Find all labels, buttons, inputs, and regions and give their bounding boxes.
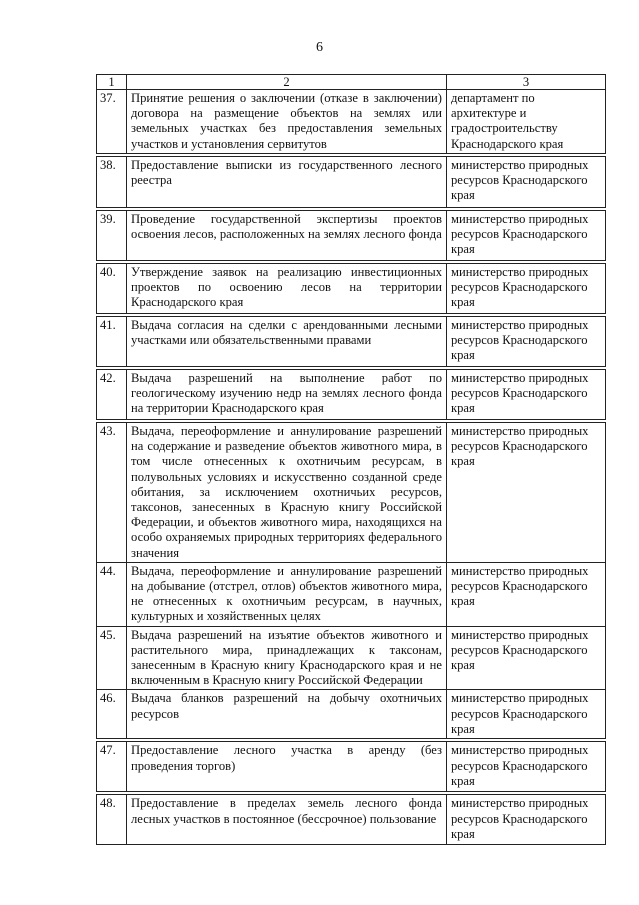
- table-row: [97, 795, 606, 845]
- page-number: 6: [316, 40, 323, 55]
- table-row: [97, 90, 606, 154]
- responsible-agency: министерство природных ресурсов Краснодарского края: [447, 423, 606, 563]
- row-number: 43.: [97, 423, 127, 563]
- table-row: [97, 211, 606, 261]
- header-cell-1: 1: [97, 75, 127, 90]
- service-name: Утверждение заявок на реализацию инвестиционных проектов по освоению лесов на территории Краснодарского края: [127, 264, 447, 314]
- row-number: 48.: [97, 795, 127, 845]
- responsible-agency: министерство природных ресурсов Краснодарского края: [447, 742, 606, 792]
- responsible-agency: министерство природных ресурсов Краснодарского края: [447, 157, 606, 208]
- service-name: Предоставление выписки из государственного лесного реестра: [127, 157, 447, 208]
- table-row: [97, 370, 606, 420]
- header-cell-3: 3: [447, 75, 606, 90]
- responsible-agency: министерство природных ресурсов Краснодарского края: [447, 795, 606, 845]
- service-name: Проведение государственной экспертизы проектов освоения лесов, расположенных на землях лесного фонда: [127, 211, 447, 261]
- responsible-agency: министерство природных ресурсов Краснодарского края: [447, 264, 606, 314]
- service-name: Выдача, переоформление и аннулирование разрешений на содержание и разведение объектов животного мира, в том числе отнесенных к охотничьим ресурсам, в полувольных условиях и искусственно созданной среде обитания, за исключением охотничьих ресурсов, таксонов, занесенных в Красную книгу Российской Федерации, и объектов животного мира, находящихся на особо охраняемых природных территориях федерального значения: [127, 423, 447, 563]
- table-row: [97, 423, 606, 563]
- row-number: 42.: [97, 370, 127, 420]
- row-number: 38.: [97, 157, 127, 208]
- service-name: Принятие решения о заключении (отказе в заключении) договора на размещение объектов на землях или земельных участках без предоставления земельных участков и установления сервитутов: [127, 90, 447, 154]
- table-row: [97, 157, 606, 208]
- row-number: 37.: [97, 90, 127, 154]
- table-row: [97, 317, 606, 367]
- table-row: [97, 742, 606, 792]
- responsible-agency: министерство природных ресурсов Краснодарского края: [447, 211, 606, 261]
- header-cell-2: 2: [127, 75, 447, 90]
- table-header-row: [97, 75, 606, 90]
- services-table: [96, 74, 606, 845]
- responsible-agency: министерство природных ресурсов Краснодарского края: [447, 626, 606, 690]
- table-row: [97, 626, 606, 690]
- row-number: 47.: [97, 742, 127, 792]
- row-number: 41.: [97, 317, 127, 367]
- responsible-agency: министерство природных ресурсов Краснодарского края: [447, 370, 606, 420]
- row-number: 44.: [97, 562, 127, 626]
- service-name: Выдача, переоформление и аннулирование разрешений на добывание (отстрел, отлов) объектов животного мира, не отнесенных к охотничьим ресурсам, в научных, культурных и хозяйственных целях: [127, 562, 447, 626]
- responsible-agency: министерство природных ресурсов Краснодарского края: [447, 562, 606, 626]
- row-number: 45.: [97, 626, 127, 690]
- row-number: 46.: [97, 690, 127, 739]
- service-name: Выдача согласия на сделки с арендованными лесными участками или обязательственными правами: [127, 317, 447, 367]
- service-name: Выдача разрешений на изъятие объектов животного и растительного мира, принадлежащих к таксонам, занесенным в Красную книгу Краснодарского края и не включенным в Красную книгу Российской Федерации: [127, 626, 447, 690]
- responsible-agency: департамент по архитектуре и градостроительству Краснодарского края: [447, 90, 606, 154]
- table-row: [97, 690, 606, 739]
- responsible-agency: министерство природных ресурсов Краснодарского края: [447, 690, 606, 739]
- responsible-agency: министерство природных ресурсов Краснодарского края: [447, 317, 606, 367]
- service-name: Выдача разрешений на выполнение работ по геологическому изучению недр на землях лесного фонда на территории Краснодарского края: [127, 370, 447, 420]
- service-name: Предоставление лесного участка в аренду (без проведения торгов): [127, 742, 447, 792]
- table-row: [97, 264, 606, 314]
- table-row: [97, 562, 606, 626]
- service-name: Предоставление в пределах земель лесного фонда лесных участков в постоянное (бессрочное) пользование: [127, 795, 447, 845]
- service-name: Выдача бланков разрешений на добычу охотничьих ресурсов: [127, 690, 447, 739]
- row-number: 39.: [97, 211, 127, 261]
- row-number: 40.: [97, 264, 127, 314]
